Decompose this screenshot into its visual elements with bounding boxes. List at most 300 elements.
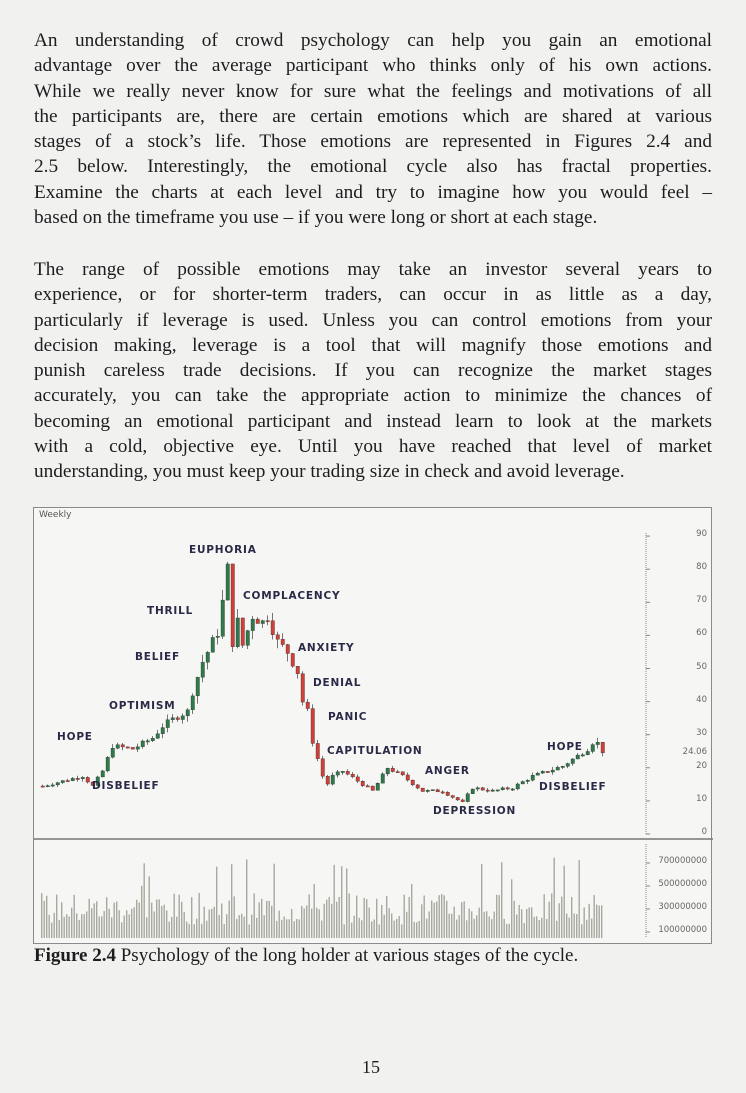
price-tick-label: 20 xyxy=(696,760,707,771)
volume-bar xyxy=(174,894,175,938)
candle-body xyxy=(361,781,365,786)
candle-body xyxy=(276,635,280,639)
volume-bar xyxy=(434,903,435,938)
candle-body xyxy=(131,747,135,749)
text-line: becoming an emotional participant and instead learn to look at the markets xyxy=(34,410,712,432)
volume-bar xyxy=(351,923,352,938)
volume-bar xyxy=(419,921,420,938)
price-tick-label: 0 xyxy=(701,827,707,837)
volume-bar xyxy=(266,901,267,938)
price-tick-label: 80 xyxy=(696,562,707,573)
volume-bar xyxy=(299,919,300,938)
candle-body xyxy=(416,785,420,788)
volume-bar xyxy=(491,919,492,938)
text-line: Examine the charts at each level and try to imagine how you would feel – xyxy=(34,181,712,203)
candle-body xyxy=(316,743,320,758)
candle-body xyxy=(81,777,85,778)
volume-bar xyxy=(429,911,430,938)
volume-bar xyxy=(469,909,470,938)
price-tick-label: 60 xyxy=(696,628,707,639)
candle-body xyxy=(311,709,315,744)
candle-body xyxy=(116,745,120,748)
candle-body xyxy=(126,747,130,748)
volume-bar xyxy=(311,909,312,938)
text-line: The range of possible emotions may take an investor several years to xyxy=(34,259,712,280)
candle-body xyxy=(201,662,205,677)
candle-body xyxy=(436,790,440,792)
text-line: punish careless trade decisions. If you can recognize the market stages xyxy=(34,360,712,382)
volume-bar xyxy=(594,895,595,938)
volume-bar xyxy=(151,903,152,938)
volume-bar xyxy=(574,913,575,938)
candle-body xyxy=(341,771,345,772)
volume-bar xyxy=(371,921,372,938)
candle-body xyxy=(596,742,600,744)
candle-body xyxy=(251,619,255,631)
volume-tick-label: 300000000 xyxy=(658,902,707,912)
annotation-thrill: THRILL xyxy=(147,605,194,617)
volume-bar xyxy=(556,921,557,938)
volume-bar xyxy=(494,912,495,938)
text-line: stages of a stock’s life. Those emotions are represented in Figures 2.4 and xyxy=(34,131,712,153)
candle-body xyxy=(171,718,175,720)
candle-body xyxy=(551,770,555,772)
volume-bar xyxy=(111,917,112,938)
volume-bar xyxy=(424,895,425,938)
volume-bar xyxy=(96,901,97,938)
candle-body xyxy=(431,790,435,791)
volume-bar xyxy=(504,919,505,938)
price-tick-label: 70 xyxy=(696,595,707,606)
candle-body xyxy=(156,734,160,739)
candle-body xyxy=(376,783,380,790)
volume-bar xyxy=(291,909,292,938)
candle-body xyxy=(296,666,300,674)
volume-bar xyxy=(239,915,240,938)
volume-bar xyxy=(464,901,465,938)
volume-bar xyxy=(421,904,422,938)
volume-bar xyxy=(329,897,330,938)
candle-body xyxy=(291,653,295,666)
volume-bar xyxy=(196,919,197,938)
volume-bar xyxy=(456,920,457,938)
annotation-capitulation: CAPITULATION xyxy=(327,745,423,757)
volume-tick-label: 100000000 xyxy=(658,925,707,935)
candle-body xyxy=(581,755,585,756)
volume-bar xyxy=(271,906,272,938)
candle-body xyxy=(451,796,455,798)
text-line: An understanding of crowd psychology can help you gain an emotional xyxy=(34,30,712,51)
price-tick-label: 50 xyxy=(696,661,707,672)
candle-body xyxy=(516,784,520,789)
volume-bar xyxy=(106,897,107,938)
volume-bar xyxy=(344,924,345,938)
volume-bar xyxy=(571,897,572,938)
annotation-panic: PANIC xyxy=(328,711,368,723)
candle-body xyxy=(106,757,110,771)
candle-body xyxy=(56,783,60,785)
candle-body xyxy=(406,775,410,780)
candle-body xyxy=(241,618,245,645)
volume-bar xyxy=(254,893,255,938)
candle-body xyxy=(206,652,210,662)
text-line: 2.5 below. Interestingly, the emotional cycle also has fractal properties. xyxy=(34,156,712,178)
text-line: with a cold, objective eye. Until you have reached that level of market xyxy=(34,436,712,458)
paragraph-2 xyxy=(34,257,712,485)
volume-bar xyxy=(546,919,547,938)
candle-body xyxy=(231,564,235,647)
candle-body xyxy=(491,790,495,791)
text-line: advantage over the average participant who thinks only of his own actions. xyxy=(34,55,712,77)
volume-bar xyxy=(171,917,172,938)
candle-body xyxy=(216,636,220,637)
volume-bar xyxy=(141,886,142,938)
volume-bar xyxy=(524,923,525,938)
volume-bar xyxy=(159,899,160,938)
volume-bar xyxy=(359,918,360,938)
volume-bar xyxy=(119,910,120,938)
volume-bar xyxy=(321,921,322,938)
volume-bar xyxy=(591,919,592,938)
volume-bar xyxy=(564,866,565,938)
volume-bar xyxy=(79,920,80,938)
candle-body xyxy=(271,621,275,635)
volume-bar xyxy=(451,914,452,938)
volume-bar xyxy=(214,907,215,938)
candle-body xyxy=(246,631,250,646)
volume-bar xyxy=(404,895,405,938)
volume-bar xyxy=(539,920,540,938)
volume-bar xyxy=(51,923,52,938)
candle-body xyxy=(321,759,325,777)
text-line: decision making, leverage is a tool that will magnify those emotions and xyxy=(34,334,712,356)
text-line: based on the timeframe you use – if you were long or short at each stage. xyxy=(34,207,598,229)
volume-bar xyxy=(349,894,350,938)
annotation-complacency: COMPLACENCY xyxy=(243,590,341,602)
volume-bar xyxy=(509,924,510,938)
volume-bar xyxy=(166,910,167,938)
candle-body xyxy=(211,637,215,652)
volume-bar xyxy=(136,900,137,938)
candle-body xyxy=(601,742,605,753)
volume-bar xyxy=(194,924,195,938)
volume-bar xyxy=(116,902,117,938)
volume-bar xyxy=(156,900,157,938)
volume-bar xyxy=(44,901,45,938)
volume-tick-label: 700000000 xyxy=(658,856,707,866)
volume-bar xyxy=(66,914,67,938)
volume-bar xyxy=(61,902,62,938)
volume-bar xyxy=(521,909,522,938)
candle-body xyxy=(261,621,265,624)
volume-bar xyxy=(281,920,282,938)
volume-bar xyxy=(229,901,230,938)
figure-chart xyxy=(33,507,712,944)
volume-bar xyxy=(294,921,295,938)
candle-body xyxy=(226,564,230,600)
volume-bar xyxy=(531,907,532,938)
volume-bar xyxy=(314,884,315,938)
candle-body xyxy=(111,748,115,757)
annotation-hope-2: HOPE xyxy=(547,741,583,753)
candle-body xyxy=(151,738,155,740)
annotation-anxiety: ANXIETY xyxy=(298,642,355,654)
candle-body xyxy=(71,778,75,780)
candle-body xyxy=(411,780,415,785)
candle-body xyxy=(371,786,375,790)
volume-bar xyxy=(91,908,92,938)
volume-bar xyxy=(284,917,285,938)
volume-bar xyxy=(339,897,340,938)
volume-bar xyxy=(121,922,122,938)
volume-bar xyxy=(279,911,280,938)
volume-bar xyxy=(259,902,260,938)
text-line: While we really never know for sure what the feelings and motivations of all xyxy=(34,80,712,102)
annotation-denial: DENIAL xyxy=(313,677,362,689)
volume-bar xyxy=(431,900,432,938)
volume-bar xyxy=(189,924,190,938)
volume-bar xyxy=(416,922,417,938)
text-line: experience, or for shorter-term traders, can occur in as little as a day, xyxy=(34,284,712,306)
annotation-disbelief-2: DISBELIEF xyxy=(539,781,607,793)
volume-bar xyxy=(216,867,217,938)
volume-bar xyxy=(306,906,307,938)
volume-bar xyxy=(176,917,177,938)
volume-bar xyxy=(46,896,47,938)
candle-body xyxy=(456,797,460,799)
volume-bar xyxy=(506,924,507,938)
volume-bar xyxy=(566,913,567,938)
candle-body xyxy=(186,710,190,716)
volume-bar xyxy=(426,919,427,938)
volume-bar xyxy=(584,907,585,938)
volume-bar xyxy=(366,899,367,938)
volume-bar xyxy=(276,921,277,938)
volume-bar xyxy=(69,916,70,938)
volume-bar xyxy=(41,893,42,938)
volume-bar xyxy=(126,910,127,938)
volume-bar xyxy=(409,897,410,938)
volume-bar xyxy=(49,915,50,938)
candle-body xyxy=(476,788,480,789)
last-price-label: 24.06 xyxy=(682,747,707,758)
candle-body xyxy=(41,786,45,787)
candle-body xyxy=(521,782,525,784)
candle-body xyxy=(166,720,170,728)
candle-body xyxy=(401,772,405,775)
volume-bar xyxy=(484,912,485,938)
caption-text: Psychology of the long holder at various stages of the cycle. xyxy=(115,945,579,966)
volume-bar xyxy=(236,919,237,938)
volume-bar xyxy=(436,901,437,938)
volume-bar xyxy=(384,915,385,938)
candlestick-chart xyxy=(34,508,713,945)
volume-bar xyxy=(529,907,530,938)
candle-body xyxy=(236,618,240,647)
annotation-anger: ANGER xyxy=(425,765,470,777)
volume-bar xyxy=(54,913,55,938)
annotation-belief: BELIEF xyxy=(135,651,180,663)
volume-bar xyxy=(124,916,125,938)
volume-bar xyxy=(129,914,130,938)
volume-bar xyxy=(336,902,337,938)
volume-bar xyxy=(596,905,597,938)
candle-body xyxy=(301,674,305,702)
volume-bar xyxy=(181,902,182,938)
volume-bar xyxy=(471,911,472,938)
candle-body xyxy=(426,790,430,791)
candle-body xyxy=(441,792,445,793)
volume-bar xyxy=(519,905,520,938)
volume-bar xyxy=(81,914,82,938)
figure-label: Figure 2.4 xyxy=(34,945,116,966)
volume-bar xyxy=(549,902,550,938)
candle-body xyxy=(386,768,390,774)
volume-bar xyxy=(246,859,247,938)
candle-body xyxy=(46,786,50,787)
candle-body xyxy=(281,639,285,644)
candle-body xyxy=(346,771,350,774)
volume-bar xyxy=(244,917,245,938)
volume-bar xyxy=(164,905,165,938)
candle-body xyxy=(421,788,425,791)
volume-bar xyxy=(441,894,442,938)
volume-bar xyxy=(486,911,487,938)
volume-bar xyxy=(374,919,375,938)
volume-bar xyxy=(391,913,392,938)
text-line: understanding, you must keep your trading size in check and avoid leverage. xyxy=(34,461,625,483)
volume-bar xyxy=(261,899,262,938)
price-tick-label: 30 xyxy=(696,727,707,738)
text-line: the participants are, there are certain emotions which are shared at various xyxy=(34,105,712,127)
volume-bar xyxy=(459,915,460,938)
candle-body xyxy=(266,621,270,622)
volume-bar xyxy=(406,912,407,938)
volume-bar xyxy=(514,901,515,938)
volume-bar xyxy=(369,908,370,938)
candle-body xyxy=(326,776,330,784)
candle-body xyxy=(466,794,470,802)
volume-bar xyxy=(74,895,75,938)
volume-bar xyxy=(326,900,327,938)
volume-bar xyxy=(576,914,577,938)
candle-body xyxy=(531,775,535,780)
volume-bar xyxy=(234,896,235,938)
annotation-euphoria: EUPHORIA xyxy=(189,544,257,556)
candle-body xyxy=(556,767,560,770)
volume-bar xyxy=(376,899,377,938)
candle-body xyxy=(561,766,565,767)
volume-bar xyxy=(569,917,570,938)
volume-bar xyxy=(84,914,85,938)
candle-body xyxy=(536,773,540,775)
volume-bar xyxy=(401,924,402,938)
volume-bar xyxy=(59,920,60,938)
volume-bar xyxy=(354,916,355,938)
volume-bar xyxy=(561,897,562,938)
candle-body xyxy=(336,772,340,775)
candle-body xyxy=(286,645,290,654)
volume-bar xyxy=(414,922,415,938)
text-line: particularly if leverage is used. Unless you can control emotions from your xyxy=(34,309,712,331)
text-line: accurately, you can take the appropriate action to minimize the chances of xyxy=(34,385,712,407)
volume-bar xyxy=(131,909,132,938)
candle-body xyxy=(526,780,530,781)
volume-bar xyxy=(589,904,590,938)
volume-bar xyxy=(449,914,450,938)
volume-bar xyxy=(511,879,512,938)
volume-bar xyxy=(411,884,412,938)
volume-bar xyxy=(231,864,232,938)
volume-bar xyxy=(304,908,305,938)
volume-bar xyxy=(379,924,380,938)
annotation-optimism: OPTIMISM xyxy=(109,700,176,712)
volume-bar xyxy=(226,914,227,938)
volume-bar xyxy=(184,912,185,938)
volume-bar xyxy=(479,908,480,938)
candle-body xyxy=(146,741,150,742)
volume-bar xyxy=(461,902,462,938)
candle-body xyxy=(366,786,370,787)
volume-bar xyxy=(71,908,72,938)
volume-bar xyxy=(599,906,600,938)
volume-bar xyxy=(331,904,332,938)
volume-bar xyxy=(301,906,302,938)
volume-bar xyxy=(149,876,150,938)
candle-body xyxy=(176,718,180,720)
volume-bar xyxy=(114,903,115,938)
candle-body xyxy=(196,677,200,696)
candle-body xyxy=(511,789,515,790)
volume-bar xyxy=(481,864,482,938)
timeframe-label: Weekly xyxy=(39,510,72,520)
volume-bar xyxy=(201,924,202,938)
volume-bar xyxy=(101,916,102,938)
candle-body xyxy=(541,771,545,773)
candle-body xyxy=(86,777,90,782)
volume-bar xyxy=(559,903,560,938)
volume-bar xyxy=(274,864,275,938)
candle-body xyxy=(486,790,490,791)
candle-body xyxy=(191,696,195,710)
volume-bar xyxy=(249,924,250,938)
page-number: 15 xyxy=(362,1057,380,1077)
volume-bar xyxy=(64,917,65,938)
volume-bar xyxy=(399,916,400,938)
volume-bar xyxy=(286,919,287,938)
candle-body xyxy=(356,777,360,781)
volume-bar xyxy=(179,895,180,938)
volume-bar xyxy=(146,917,147,938)
candle-body xyxy=(66,781,70,782)
paragraph-1 xyxy=(34,28,712,230)
volume-bar xyxy=(289,919,290,938)
volume-bar xyxy=(211,909,212,938)
annotation-hope: HOPE xyxy=(57,731,93,743)
volume-bar xyxy=(324,904,325,938)
volume-bar xyxy=(601,905,602,938)
volume-bar xyxy=(199,893,200,938)
volume-bar xyxy=(496,895,497,938)
candle-body xyxy=(546,771,550,772)
volume-bar xyxy=(579,860,580,938)
candle-body xyxy=(256,619,260,623)
volume-bar xyxy=(139,902,140,938)
candle-body xyxy=(501,788,505,790)
candle-body xyxy=(571,759,575,764)
volume-bar xyxy=(361,920,362,938)
volume-bar xyxy=(334,865,335,938)
